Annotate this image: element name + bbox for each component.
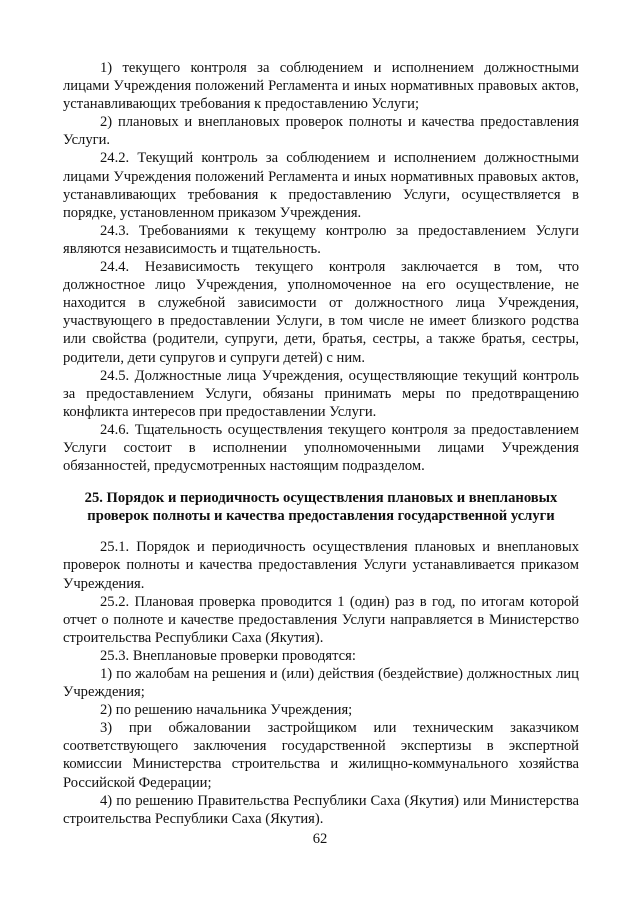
paragraph: 1) по жалобам на решения и (или) действия (бездействие) должностных лиц Учреждения; xyxy=(63,666,579,701)
page-number: 62 xyxy=(312,831,328,847)
paragraph: 2) плановых и внеплановых проверок полноты и качества предоставления Услуги. xyxy=(63,114,579,149)
paragraph: 2) по решению начальника Учреждения; xyxy=(100,702,353,719)
paragraph: 25.1. Порядок и периодичность осуществления плановых и внеплановых проверок полноты и качества предоставления Услуги устанавливается приказом Учреждения. xyxy=(63,539,579,592)
paragraph: 24.5. Должностные лица Учреждения, осуществляющие текущий контроль за предоставлением Услуги, обязаны принимать меры по предотвращению конфликта интересов при предоставлении Услуги. xyxy=(63,367,579,420)
section-heading: 25. Порядок и периодичность осуществления плановых и внеплановых проверок полноты и качества предоставления государственной услуги xyxy=(84,490,558,525)
paragraph: 25.3. Внеплановые проверки проводятся: xyxy=(100,647,356,664)
paragraph: 24.4. Независимость текущего контроля заключается в том, что должностное лицо Учреждения, уполномоченное на его осуществление, не находится в служебной зависимости от должностного лица Учреждения, участвующего в предоставлении Услуги, в том числе не имеет близкого родства или свойства (родители, супруги, дети, братья, сестры, а также братья, сестры, родители, дети супругов и супруги детей) с ним. xyxy=(63,259,579,366)
paragraph: 24.2. Текущий контроль за соблюдением и исполнением должностными лицами Учреждения положений Регламента и иных нормативных правовых актов, устанавливающих требования к предоставлению Услуги, осуществляется в порядке, установленном приказом Учреждения. xyxy=(63,150,579,221)
document-page xyxy=(63,59,579,828)
paragraph: 1) текущего контроля за соблюдением и исполнением должностными лицами Учреждения положений Регламента и иных нормативных правовых актов, устанавливающих требования к предоставлению Услуги; xyxy=(63,60,579,113)
paragraph: 24.3. Требованиями к текущему контролю за предоставлением Услуги являются независимость и тщательность. xyxy=(63,222,579,257)
paragraph: 24.6. Тщательность осуществления текущего контроля за предоставлением Услуги состоит в исполнении уполномоченными лицами Учреждения обязанностей, предусмотренных настоящим подразделом. xyxy=(63,421,579,475)
paragraph: 4) по решению Правительства Республики Саха (Якутия) или Министерства строительства Республики Саха (Якутия). xyxy=(63,792,579,827)
paragraph: 3) при обжаловании застройщиком или техническим заказчиком соответствующего заключения государственной экспертизы в экспертной комиссии Министерства строительства и жилищно-коммунального хозяйства Российской Федерации; xyxy=(63,720,579,791)
paragraph: 25.2. Плановая проверка проводится 1 (один) раз в год, по итогам которой отчет о полноте и качестве предоставления Услуги направляется в Министерство строительства Республики Саха (Якутия). xyxy=(63,593,579,646)
